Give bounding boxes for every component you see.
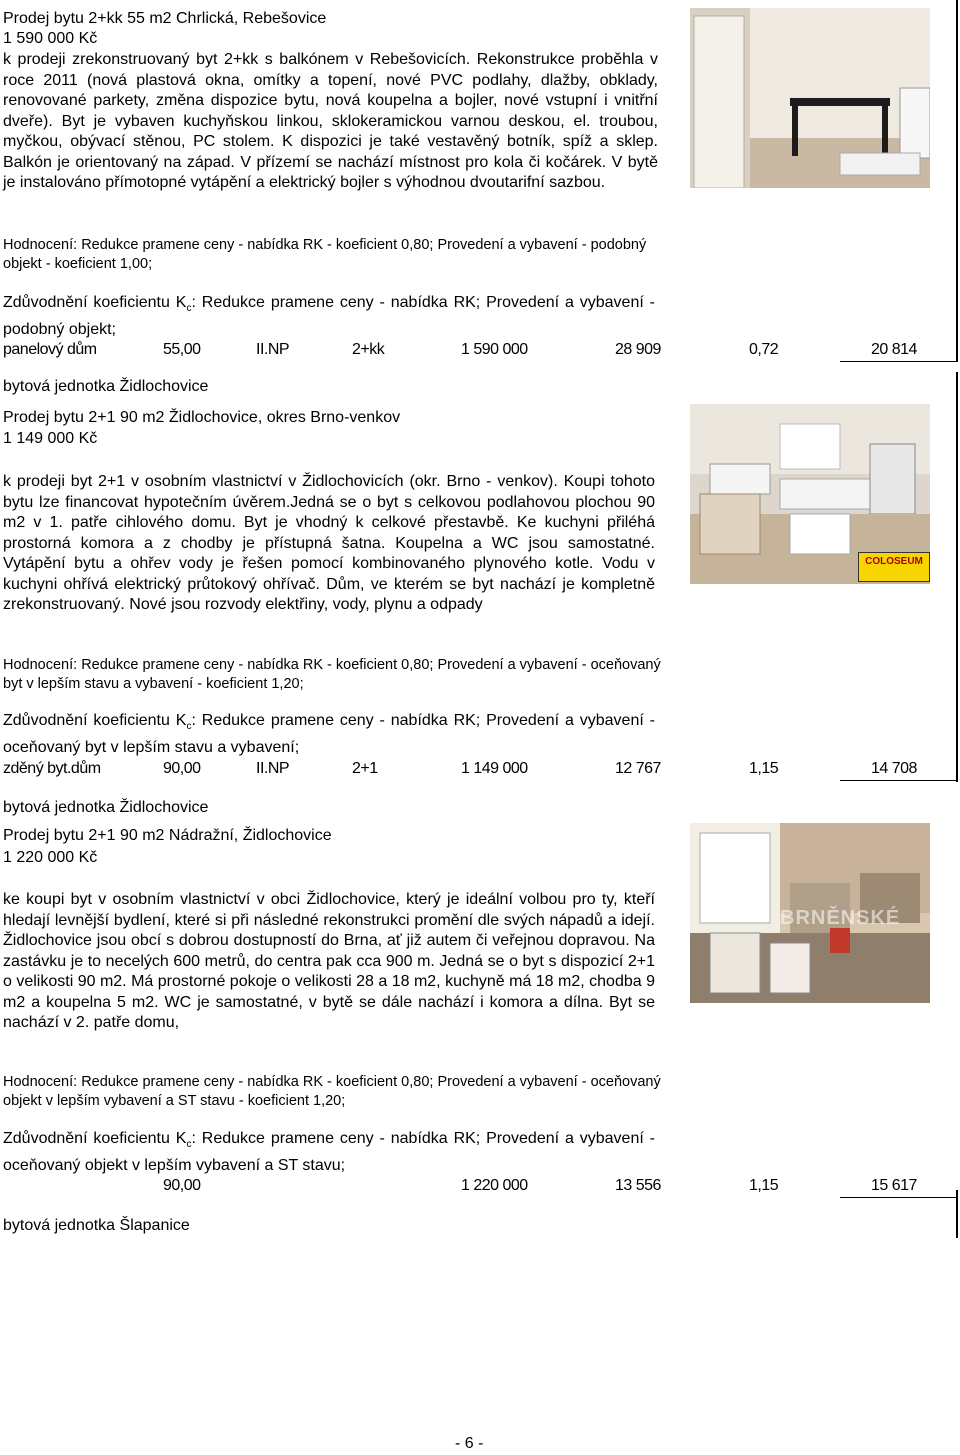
room-photo-image <box>690 8 930 188</box>
listing2-unit-label: bytová jednotka Židlochovice <box>3 378 209 395</box>
listing2-hodnoceni: Hodnocení: Redukce pramene ceny - nabídka RK - koeficient 0,80; Provedení a vybavení - oceňovaný byt v lepším stavu a vybavení - koeficient 1,20; <box>3 657 661 692</box>
listing3-photo <box>690 823 930 1003</box>
zduvodneni-label: Zdůvodnění koeficientu K <box>3 294 187 311</box>
listing3-zduvodneni <box>3 1129 655 1176</box>
price-per-m2: 12 767 <box>615 760 661 777</box>
price-per-m2: 28 909 <box>615 341 661 358</box>
listing3-description: ke koupi byt v osobním vlastnictví v obci Židlochovice, který je ideální volbou pro ty, kteří hledají levnější bydlení, které si při následné rekonstrukci promění dle svých nápadů a idejí. Židlochovice jsou obcí s dobrou dostupností do Brna, ať již autem či veřejnou dopravou. Na zastávku je to necelých 600 metrů, do centra pak cca 900 m. Jedná se o byt s dispozicí 2+1 o velikosti 90 m2. Má prostorné pokoje o velikosti 28 a 18 m2, kuchyně má 18 m2, chodba 9 m2 a koupelna 5 m2. WC je samostatné, v bytě se dále nachází i komora a dílna. Byt se nachází v 2. patře domu, <box>3 891 655 1031</box>
listing2-photo <box>690 404 930 584</box>
area-value: 55,00 <box>163 341 201 358</box>
price-value: 1 149 000 <box>461 760 528 777</box>
layout-value: 2+kk <box>352 341 385 358</box>
row-underline <box>840 361 958 362</box>
page-number: - 6 - <box>455 1435 484 1452</box>
listing3-table-row <box>3 1177 933 1199</box>
area-value: 90,00 <box>163 1177 201 1194</box>
zduvodneni-label: Zdůvodnění koeficientu K <box>3 1130 187 1147</box>
listing1-price: 1 590 000 Kč <box>3 30 98 47</box>
listing1-zduvodneni <box>3 293 655 340</box>
zduvodneni-label: Zdůvodnění koeficientu K <box>3 712 187 729</box>
price-value: 1 590 000 <box>461 341 528 358</box>
floor-value: II.NP <box>256 760 290 777</box>
coloseum-badge-text: COLOSEUM <box>865 556 923 567</box>
listing2-description: k prodeji byt 2+1 v osobním vlastnictví v Židlochovicích (okr. Brno - venkov). Koupi tohoto bytu lze financovat hypotečním úvěrem.Jedná se o byt s celkovou podlahovou plochou 90 m2 v 1. patře cihlového domu. Byt je vhodný k celkové přestavbě. Ke kuchyni přiléhá prostorná komora a z chodby je přístupná šatna. Koupelna a WC jsou samostatné. Vytápění bytu a ohřev vody je řešen pomocí kombinovaného plynového kotle. Vodu v kuchyni ohřívá elektrický průtokový ohřívač. Dům, ve kterém se byt nachází je kompletně zrekonstruovaný. Nové jsou rozvody elektřiny, vody, plynu a odpady <box>3 473 655 613</box>
price-value: 1 220 000 <box>461 1177 528 1194</box>
coefficient-value: 1,15 <box>749 760 779 777</box>
building-type: panelový dům <box>3 341 97 358</box>
zduvodneni-text: : Redukce pramene ceny - nabídka RK; Provedení a vybavení - oceňovaný byt v lepším stavu a vybavení; <box>3 712 655 756</box>
building-type: zděný byt.dům <box>3 760 101 777</box>
row-underline <box>840 1197 958 1198</box>
zduvodneni-subscript: c <box>186 1139 192 1151</box>
adjusted-price: 20 814 <box>871 341 917 358</box>
listing3-hodnoceni: Hodnocení: Redukce pramene ceny - nabídka RK - koeficient 0,80; Provedení a vybavení - oceňovaný objekt v lepším vybavení a ST stavu - koeficient 1,20; <box>3 1074 661 1109</box>
zduvodneni-subscript: c <box>186 721 192 733</box>
area-value: 90,00 <box>163 760 201 777</box>
listing2-zduvodneni <box>3 711 655 758</box>
listing2-title: Prodej bytu 2+1 90 m2 Židlochovice, okres Brno-venkov <box>3 409 401 426</box>
price-per-m2: 13 556 <box>615 1177 661 1194</box>
listing1-hodnoceni: Hodnocení: Redukce pramene ceny - nabídka RK - koeficient 0,80; Provedení a vybavení - podobný objekt - koeficient 1,00; <box>3 237 647 272</box>
listing1-table-row <box>3 341 933 363</box>
border-line <box>956 0 958 362</box>
row-underline <box>840 780 958 781</box>
listing3-price: 1 220 000 Kč <box>3 849 98 866</box>
border-line <box>956 372 958 782</box>
layout-value: 2+1 <box>352 760 378 777</box>
coefficient-value: 1,15 <box>749 1177 779 1194</box>
border-line <box>956 1190 958 1238</box>
adjusted-price: 14 708 <box>871 760 917 777</box>
listing2-table-row <box>3 760 933 782</box>
adjusted-price: 15 617 <box>871 1177 917 1194</box>
brnenske-watermark: BRNĚNSKÉ <box>780 907 901 929</box>
listing4-unit-label: bytová jednotka Šlapanice <box>3 1217 190 1234</box>
coefficient-value: 0,72 <box>749 341 779 358</box>
zduvodneni-subscript: c <box>186 303 192 315</box>
floor-value: II.NP <box>256 341 290 358</box>
zduvodneni-text: : Redukce pramene ceny - nabídka RK; Provedení a vybavení - oceňovaný objekt v lepším vybavení a ST stavu; <box>3 1130 655 1174</box>
zduvodneni-text: : Redukce pramene ceny - nabídka RK; Provedení a vybavení - podobný objekt; <box>3 294 655 338</box>
listing1-photo <box>690 8 930 188</box>
listing2-price: 1 149 000 Kč <box>3 430 98 447</box>
listing1-title: Prodej bytu 2+kk 55 m2 Chrlická, Rebešovice <box>3 10 327 27</box>
listing3-unit-label: bytová jednotka Židlochovice <box>3 799 209 816</box>
listing3-title: Prodej bytu 2+1 90 m2 Nádražní, Židlochovice <box>3 827 332 844</box>
listing1-description: k prodeji zrekonstruovaný byt 2+kk s balkónem v Rebešovicích. Rekonstrukce proběhla v roce 2011 (nová plastová okna, omítky a topení, nové PVC podlahy, dlažby, obklady, renovované parkety, změna dispozice bytu, nová koupelna a bojler, nové vstupní i vnitřní dveře). Byt je vybaven kuchyňskou linkou, sklokeramickou varnou deskou, el. troubou, myčkou, obývací stěnou, PC stolem. K dispozici je také vestavěný botník, spíž a sklep. Balkón je orientovaný na západ. V přízemí se nachází místnost pro kola či kočárek. V bytě je instalováno přímotopné vytápění a elektrický bojler s výhodnou dvoutarifní sazbou. <box>3 51 658 191</box>
